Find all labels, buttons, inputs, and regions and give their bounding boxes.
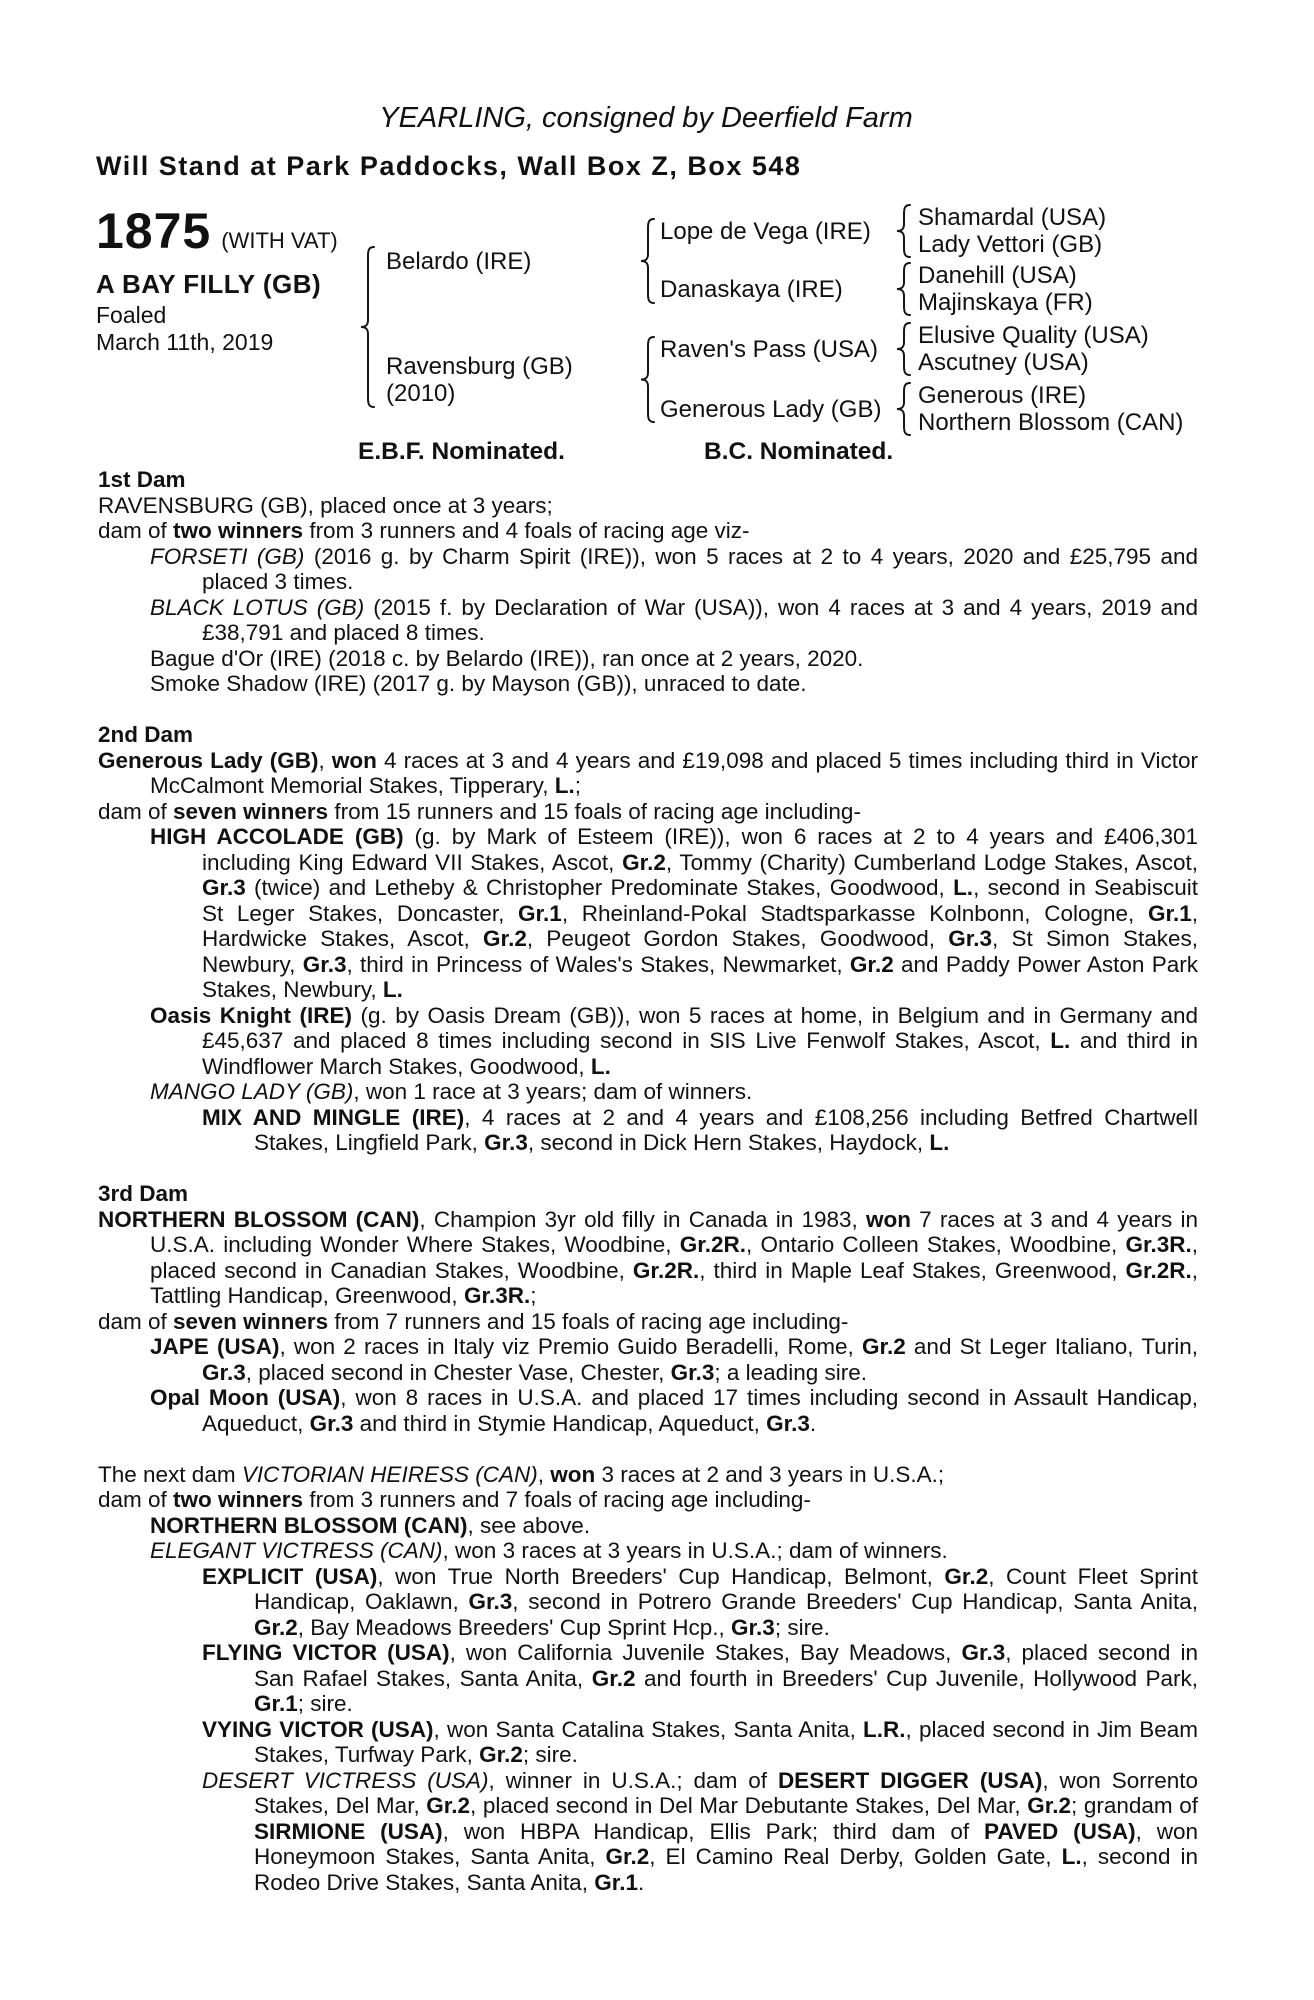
text-segment: EXPLICIT (USA): [202, 1563, 378, 1589]
text-segment: Opal Moon (USA): [150, 1385, 341, 1410]
text-segment: FORSETI (GB): [150, 543, 305, 569]
text-segment: Gr.3: [202, 875, 246, 900]
text-segment: Gr.3: [309, 1410, 354, 1436]
text-segment: , third in Princess of Wales's Stakes, Newmarket,: [346, 951, 850, 977]
text-segment: Gr.2: [605, 1844, 650, 1869]
text-segment: ,: [318, 747, 332, 773]
text-segment: , Tattling Handicap, Greenwood,: [150, 1257, 1198, 1308]
text-segment: dam of: [98, 1487, 174, 1512]
text-segment: L.: [382, 977, 403, 1002]
text-segment: from 3 runners and 4 foals of racing age viz-: [303, 518, 750, 543]
great-grandparent-5: Elusive Quality (USA): [918, 322, 1149, 349]
text-segment: from 3 runners and 7 foals of racing age including-: [303, 1487, 811, 1512]
text-segment: Gr.2: [591, 1665, 636, 1691]
great-grandparent-2: Lady Vettori (GB): [918, 231, 1103, 258]
text-segment: , Rheinland-Pokal Stadtsparkasse Kolnbonn, Cologne,: [561, 900, 1148, 926]
text-segment: Gr.2: [479, 1742, 523, 1767]
text-segment: Gr.1: [594, 1869, 638, 1895]
text-segment: Gr.3: [484, 1130, 528, 1155]
great-grandparent-1: Shamardal (USA): [918, 204, 1107, 231]
pedigree-text-paragraph: [98, 544, 1198, 595]
pedigree-text-paragraph: [98, 1385, 1198, 1436]
pedigree-text-paragraph: [98, 824, 1198, 1003]
text-segment: Gr.2: [622, 849, 666, 875]
grandsire-2: Raven's Pass (USA): [660, 336, 878, 363]
text-segment: Smoke Shadow (IRE) (2017 g. by Mayson (GB)), unraced to date.: [150, 671, 807, 696]
dam-section-2: [98, 722, 1198, 1156]
text-segment: dam of: [98, 518, 174, 543]
section-heading: 3rd Dam: [98, 1181, 189, 1206]
text-segment: L.: [1050, 1028, 1071, 1053]
text-segment: , won 2 races in Italy viz Premio Guido Beradelli, Rome,: [279, 1334, 862, 1359]
pedigree-text-paragraph: [98, 518, 1198, 544]
pedigree-text-paragraph: [98, 799, 1198, 825]
text-segment: L.R.: [863, 1716, 906, 1742]
pedigree-brace-gg4: [896, 382, 911, 436]
pedigree-brace-gg1: [896, 204, 911, 258]
text-segment: , placed second in Chester Vase, Chester,: [245, 1359, 671, 1385]
sire-name: Belardo (IRE): [386, 248, 532, 275]
great-grandparent-3: Danehill (USA): [918, 262, 1077, 289]
text-segment: Gr.2R.: [1125, 1257, 1192, 1283]
pedigree-text-paragraph: [98, 646, 1198, 672]
pedigree-brace-gg3: [896, 322, 911, 376]
text-segment: Gr.3: [302, 951, 347, 977]
text-segment: The next dam: [98, 1461, 242, 1487]
text-segment: VICTORIAN HEIRESS (CAN): [241, 1461, 538, 1487]
lot-line: [96, 203, 338, 259]
text-segment: seven winners: [173, 1308, 329, 1334]
text-segment: , 4 races at 2 and 4 years and £108,256 including Betfred Chartwell Stakes, Lingfield Park,: [254, 1104, 1199, 1155]
text-segment: Gr.2: [849, 951, 894, 977]
pedigree-text-paragraph: [98, 493, 1198, 519]
text-segment: ,: [537, 1461, 551, 1487]
text-segment: SIRMIONE (USA): [254, 1818, 443, 1844]
text-segment: , second in Seabiscuit St Leger Stakes, Doncaster,: [202, 875, 1198, 926]
text-segment: , El Camino Real Derby, Golden Gate,: [649, 1844, 1062, 1869]
pedigree-text-paragraph: [98, 1309, 1198, 1335]
text-segment: , Hardwicke Stakes, Ascot,: [202, 900, 1198, 951]
text-segment: ELEGANT VICTRESS (CAN): [150, 1538, 443, 1563]
text-segment: L.: [929, 1130, 950, 1155]
dam-section-3: [98, 1181, 1198, 1436]
text-segment: Bague d'Or (IRE) (2018 c. by Belardo (IRE)), ran once at 2 years, 2020.: [150, 645, 864, 671]
pedigree-text-paragraph: [98, 1105, 1198, 1156]
text-segment: Gr.1: [1147, 900, 1192, 926]
text-segment: L.: [554, 773, 575, 798]
pedigree-brace-gg2: [896, 262, 911, 316]
text-segment: won: [550, 1461, 596, 1487]
text-segment: , third in Maple Leaf Stakes, Greenwood,: [699, 1257, 1126, 1283]
text-segment: from 7 runners and 15 foals of racing age including-: [328, 1308, 849, 1334]
granddam-1: Danaskaya (IRE): [660, 276, 843, 303]
dam-sections: [98, 467, 1198, 1895]
text-segment: Gr.2: [861, 1334, 906, 1359]
pedigree-text-paragraph: [98, 1462, 1198, 1488]
dam-year: (2010): [386, 380, 456, 407]
pedigree-text-paragraph: [98, 1768, 1198, 1896]
text-segment: , Bay Meadows Breeders' Cup Sprint Hcp.,: [297, 1614, 732, 1640]
text-segment: L.: [953, 875, 974, 900]
text-segment: ; a leading sire.: [714, 1359, 867, 1385]
great-grandparent-8: Northern Blossom (CAN): [918, 409, 1184, 436]
foaled-label: Foaled: [96, 302, 167, 328]
text-segment: ; grandam of: [1071, 1793, 1199, 1818]
pedigree-text-paragraph: [98, 1487, 1198, 1513]
text-segment: , won Honeymoon Stakes, Santa Anita,: [254, 1818, 1199, 1869]
text-segment: Gr.3: [766, 1410, 810, 1436]
text-segment: Gr.1: [254, 1691, 298, 1716]
text-segment: Gr.2: [254, 1614, 298, 1640]
horse-name: A BAY FILLY (GB): [96, 269, 322, 299]
text-segment: and fourth in Breeders' Cup Juvenile, Hollywood Park,: [635, 1665, 1198, 1691]
pedigree-text-paragraph: [98, 1717, 1198, 1768]
text-segment: ;: [530, 1283, 537, 1308]
text-segment: RAVENSBURG (GB), placed once at 3 years;: [98, 492, 553, 518]
lot-number: 1875: [96, 203, 212, 259]
text-segment: (2016 g. by Charm Spirit (IRE)), won 5 races at 2 to 4 years, 2020 and £25,795 and placed 3 times.: [202, 543, 1199, 594]
text-segment: , placed second in San Rafael Stakes, Santa Anita,: [254, 1640, 1199, 1691]
text-segment: 4 races at 3 and 4 years and £19,098 and placed 5 times including third in Victor McCalmont Memorial Stakes, Tipperary,: [150, 747, 1198, 798]
text-segment: , won True North Breeders' Cup Handicap, Belmont,: [377, 1563, 945, 1589]
text-segment: and St Leger Italiano, Turin,: [905, 1334, 1198, 1359]
pedigree-brace-sire: [640, 218, 655, 304]
text-segment: won: [331, 747, 377, 773]
text-segment: , won Sorrento Stakes, Del Mar,: [254, 1767, 1198, 1818]
stand-location-line: Will Stand at Park Paddocks, Wall Box Z, Box 548: [96, 151, 802, 181]
text-segment: , won California Juvenile Stakes, Bay Meadows,: [449, 1640, 962, 1665]
text-segment: Gr.3R.: [1125, 1232, 1192, 1257]
text-segment: Gr.2: [1027, 1793, 1072, 1818]
foaled-date: March 11th, 2019: [96, 329, 274, 355]
text-segment: seven winners: [173, 798, 329, 824]
great-grandparent-6: Ascutney (USA): [918, 349, 1089, 376]
text-segment: and third in Windflower March Stakes, Goodwood,: [202, 1028, 1199, 1079]
text-segment: ; sire.: [774, 1614, 830, 1640]
text-segment: , Ontario Colleen Stakes, Woodbine,: [746, 1232, 1126, 1257]
text-segment: FLYING VICTOR (USA): [202, 1640, 450, 1665]
text-segment: ;: [574, 773, 581, 798]
text-segment: Gr.3R.: [463, 1283, 531, 1308]
text-segment: Gr.3: [961, 1640, 1006, 1665]
text-segment: two winners: [173, 518, 304, 543]
text-segment: , won Santa Catalina Stakes, Santa Anita,: [433, 1716, 864, 1742]
text-segment: Gr.1: [518, 900, 562, 926]
text-segment: from 15 runners and 15 foals of racing age including-: [328, 798, 861, 824]
text-segment: , won 8 races in U.S.A. and placed 17 times including second in Assault Handicap, Aqueduct,: [202, 1385, 1198, 1436]
text-segment: and Paddy Power Aston Park Stakes, Newbury,: [202, 951, 1198, 1002]
text-segment: ; sire.: [297, 1691, 353, 1716]
text-segment: Gr.3: [670, 1359, 715, 1385]
text-segment: , placed second in Jim Beam Stakes, Turfway Park,: [254, 1716, 1198, 1767]
text-segment: , see above.: [467, 1512, 591, 1538]
text-segment: Gr.3: [948, 926, 992, 951]
pedigree-text-paragraph: [98, 1079, 1198, 1105]
text-segment: MIX AND MINGLE (IRE): [202, 1104, 465, 1130]
text-segment: , winner in U.S.A.; dam of: [488, 1767, 778, 1793]
pedigree-text-paragraph: [98, 595, 1198, 646]
text-segment: JAPE (USA): [150, 1334, 280, 1359]
ebf-nominated-label: E.B.F. Nominated.: [358, 438, 565, 465]
text-segment: , second in Rodeo Drive Stakes, Santa Anita,: [254, 1844, 1198, 1895]
text-segment: (2015 f. by Declaration of War (USA)), won 4 races at 3 and 4 years, 2019 and £38,791 and placed 8 times.: [202, 594, 1199, 645]
section-heading: 2nd Dam: [98, 722, 194, 747]
section-heading: 1st Dam: [98, 467, 186, 492]
text-segment: , St Simon Stakes, Newbury,: [202, 926, 1199, 977]
dam-section-4: [98, 1462, 1198, 1896]
granddam-2: Generous Lady (GB): [660, 396, 882, 423]
text-segment: DESERT DIGGER (USA): [777, 1767, 1043, 1793]
pedigree-text-paragraph: [98, 748, 1198, 799]
text-segment: Gr.3: [202, 1359, 246, 1385]
page-title: YEARLING, consigned by Deerfield Farm: [379, 102, 913, 134]
text-segment: and third in Stymie Handicap, Aqueduct,: [353, 1410, 767, 1436]
text-segment: VYING VICTOR (USA): [202, 1716, 434, 1742]
text-segment: 7 races at 3 and 4 years in U.S.A. including Wonder Where Stakes, Woodbine,: [150, 1206, 1198, 1257]
dam-section-1: [98, 467, 1198, 697]
text-segment: , won HBPA Handicap, Ellis Park; third dam of: [442, 1818, 985, 1844]
text-segment: , placed second in Del Mar Debutante Stakes, Del Mar,: [470, 1793, 1028, 1818]
text-segment: , placed second in Canadian Stakes, Woodbine,: [150, 1232, 1198, 1283]
great-grandparent-4: Majinskaya (FR): [918, 289, 1093, 316]
text-segment: BLACK LOTUS (GB): [150, 594, 365, 620]
text-segment: , Champion 3yr old filly in Canada in 1983,: [419, 1206, 866, 1232]
text-segment: Gr.2: [426, 1793, 471, 1818]
text-segment: Gr.2R.: [632, 1257, 700, 1283]
text-segment: , won 3 races at 3 years in U.S.A.; dam of winners.: [442, 1538, 948, 1563]
pedigree-text-paragraph: [98, 1564, 1198, 1641]
pedigree-text-paragraph: [98, 1334, 1198, 1385]
text-segment: won: [865, 1206, 911, 1232]
text-segment: dam of: [98, 1308, 174, 1334]
text-segment: (twice) and Letheby & Christopher Predominate Stakes, Goodwood,: [245, 875, 954, 900]
pedigree-brace-gen1: [360, 246, 375, 408]
text-segment: ; sire.: [522, 1742, 578, 1767]
grandsire-1: Lope de Vega (IRE): [660, 218, 871, 245]
text-segment: (g. by Oasis Dream (GB)), won 5 races at home, in Belgium and in Germany and £45,637 and placed 8 times including second in SIS Live Fenwolf Stakes, Ascot,: [202, 1002, 1198, 1053]
dam-name: Ravensburg (GB): [386, 353, 573, 380]
text-segment: Gr.2R.: [679, 1232, 747, 1257]
text-segment: two winners: [173, 1487, 304, 1512]
text-segment: , Peugeot Gordon Stakes, Goodwood,: [526, 926, 949, 951]
text-segment: .: [809, 1410, 817, 1436]
text-segment: HIGH ACCOLADE (GB): [150, 824, 404, 849]
pedigree-text-paragraph: [98, 1538, 1198, 1564]
text-segment: Gr.3: [731, 1614, 775, 1640]
vat-label: (WITH VAT): [221, 228, 338, 253]
pedigree-brace-dam: [640, 336, 655, 423]
text-segment: L.: [1061, 1844, 1082, 1869]
pedigree-text-paragraph: [98, 1207, 1198, 1309]
text-segment: (g. by Mark of Esteem (IRE)), won 6 races at 2 to 4 years and £406,301 including King Edward VII Stakes, Ascot,: [202, 824, 1198, 875]
text-segment: .: [637, 1869, 645, 1895]
text-segment: , second in Dick Hern Stakes, Haydock,: [527, 1130, 930, 1155]
text-segment: Oasis Knight (IRE): [150, 1002, 352, 1028]
text-segment: MANGO LADY (GB): [150, 1079, 354, 1104]
text-segment: Gr.3: [468, 1589, 513, 1614]
text-segment: NORTHERN BLOSSOM (CAN): [98, 1206, 420, 1232]
text-segment: PAVED (USA): [984, 1818, 1136, 1844]
text-segment: NORTHERN BLOSSOM (CAN): [150, 1512, 468, 1538]
text-segment: , second in Potrero Grande Breeders' Cup Handicap, Santa Anita,: [512, 1589, 1199, 1614]
text-segment: , won 1 race at 3 years; dam of winners.: [353, 1079, 753, 1104]
text-segment: , Tommy (Charity) Cumberland Lodge Stakes, Ascot,: [665, 849, 1198, 875]
pedigree-text-paragraph: [98, 671, 1198, 697]
text-segment: Gr.2: [483, 926, 527, 951]
bc-nominated-label: B.C. Nominated.: [704, 438, 894, 465]
text-segment: DESERT VICTRESS (USA): [202, 1767, 489, 1793]
text-segment: , Count Fleet Sprint Handicap, Oaklawn,: [254, 1563, 1198, 1614]
pedigree-text-paragraph: [98, 1513, 1198, 1539]
text-segment: Gr.2: [944, 1563, 989, 1589]
great-grandparent-7: Generous (IRE): [918, 382, 1087, 409]
text-segment: L.: [590, 1053, 611, 1079]
pedigree-text-paragraph: [98, 1640, 1198, 1717]
text-segment: Generous Lady (GB): [98, 747, 319, 773]
text-segment: dam of: [98, 798, 174, 824]
text-segment: 3 races at 2 and 3 years in U.S.A.;: [595, 1461, 945, 1487]
pedigree-text-paragraph: [98, 1003, 1198, 1080]
